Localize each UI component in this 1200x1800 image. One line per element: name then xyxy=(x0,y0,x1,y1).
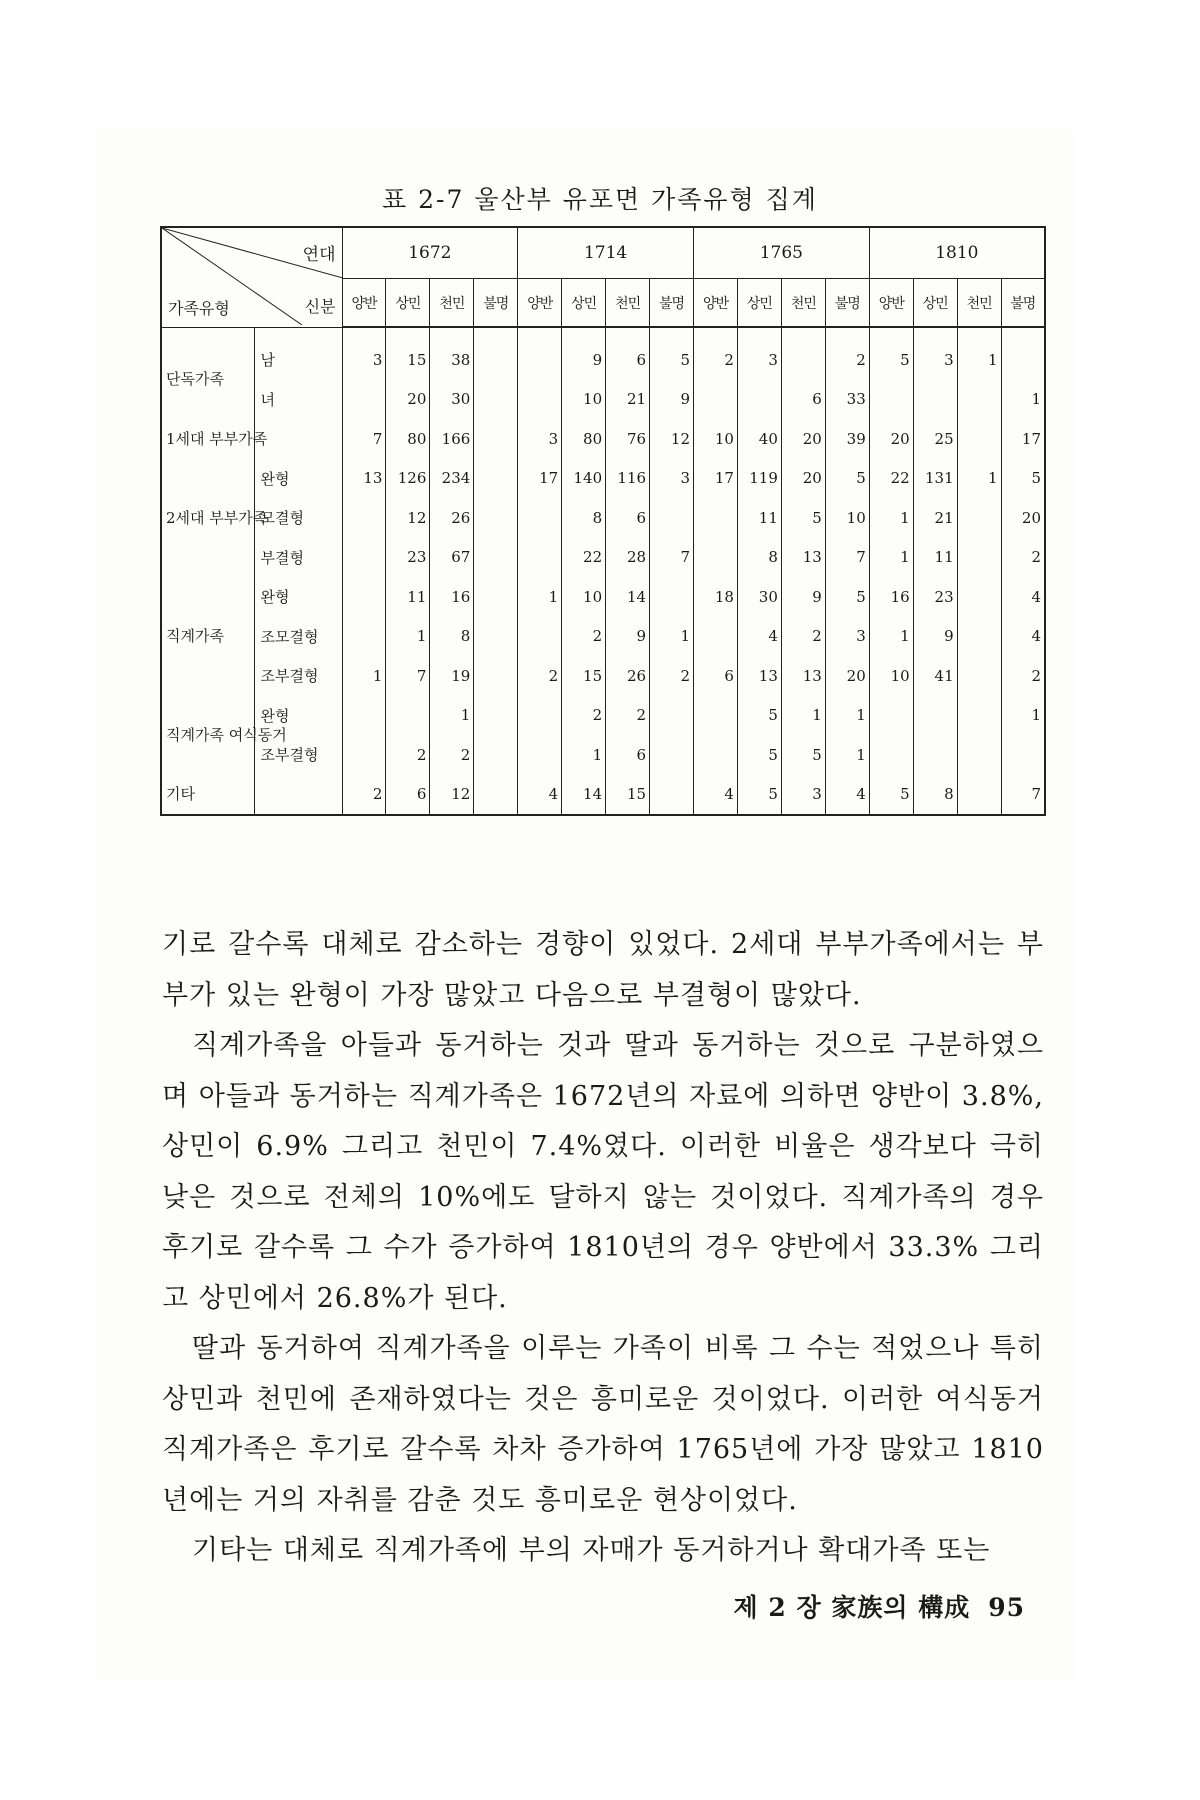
status-header: 천민 xyxy=(606,279,650,328)
count-cell: 166 xyxy=(430,419,474,459)
year-header: 1765 xyxy=(694,227,870,279)
count-cell xyxy=(957,498,1001,538)
table-row xyxy=(161,498,1045,538)
count-cell xyxy=(518,538,562,578)
count-cell xyxy=(957,696,1001,736)
count-cell xyxy=(474,735,518,775)
count-cell xyxy=(342,538,386,578)
year-header-row xyxy=(161,227,1045,279)
count-cell: 1 xyxy=(869,617,913,657)
count-cell: 5 xyxy=(869,327,913,380)
status-header: 천민 xyxy=(957,279,1001,328)
count-cell: 11 xyxy=(913,538,957,578)
count-cell: 1 xyxy=(518,577,562,617)
count-cell xyxy=(474,459,518,499)
count-cell: 2 xyxy=(562,617,606,657)
family-subtype-label: 부결형 xyxy=(254,538,342,578)
count-cell xyxy=(474,577,518,617)
count-cell xyxy=(342,498,386,538)
count-cell: 20 xyxy=(781,419,825,459)
count-cell: 3 xyxy=(737,327,781,380)
count-cell xyxy=(474,696,518,736)
count-cell xyxy=(781,327,825,380)
body-paragraph: 직계가족을 아들과 동거하는 것과 딸과 동거하는 것으로 구분하였으며 아들과 동거하는 직계가족은 1672년의 자료에 의하면 양반이 3.8%, 상민이 6.9% 그리고 천민이 7.4%였다. 이러한 비율은 생각보다 극히 낮은 것으로 전체의 10%에도 달하지 않는 것이었다. 직계가족의 경우 후기로 갈수록 그 수가 증가하여 1810년의 경우 양반에서 33.3% 그리고 상민에서 26.8%가 된다. xyxy=(162,1030,1044,1314)
count-cell: 38 xyxy=(430,327,474,380)
count-cell: 6 xyxy=(606,498,650,538)
count-cell xyxy=(957,380,1001,420)
count-cell: 9 xyxy=(606,617,650,657)
count-cell: 16 xyxy=(869,577,913,617)
count-cell xyxy=(913,380,957,420)
count-cell: 1 xyxy=(650,617,694,657)
count-cell xyxy=(957,735,1001,775)
count-cell xyxy=(650,577,694,617)
table-corner-header xyxy=(161,227,342,327)
status-header: 천민 xyxy=(430,279,474,328)
count-cell: 2 xyxy=(694,327,738,380)
count-cell: 2 xyxy=(562,696,606,736)
body-paragraph: 기로 갈수록 대체로 감소하는 경향이 있었다. 2세대 부부가족에서는 부부가 있는 완형이 가장 많았고 다음으로 부결형이 많았다. xyxy=(162,929,1044,1011)
count-cell: 21 xyxy=(913,498,957,538)
corner-year-label: 연대 xyxy=(302,245,336,265)
count-cell: 76 xyxy=(606,419,650,459)
count-cell: 22 xyxy=(562,538,606,578)
count-cell: 20 xyxy=(869,419,913,459)
year-header: 1810 xyxy=(869,227,1045,279)
count-cell: 30 xyxy=(430,380,474,420)
table-row xyxy=(161,577,1045,617)
count-cell: 116 xyxy=(606,459,650,499)
count-cell: 10 xyxy=(562,577,606,617)
count-cell xyxy=(957,617,1001,657)
count-cell xyxy=(342,696,386,736)
count-cell: 3 xyxy=(825,617,869,657)
count-cell: 5 xyxy=(737,735,781,775)
count-cell: 23 xyxy=(386,538,430,578)
count-cell: 5 xyxy=(781,498,825,538)
table-row xyxy=(161,775,1045,816)
table-row xyxy=(161,696,1045,736)
status-header: 상민 xyxy=(386,279,430,328)
count-cell: 3 xyxy=(342,327,386,380)
family-group-label: 2세대 부부가족 xyxy=(161,459,254,578)
count-cell xyxy=(650,498,694,538)
count-cell: 4 xyxy=(694,775,738,816)
count-cell: 8 xyxy=(562,498,606,538)
count-cell xyxy=(650,696,694,736)
count-cell: 5 xyxy=(650,327,694,380)
table-row xyxy=(161,419,1045,459)
count-cell xyxy=(1001,735,1045,775)
count-cell: 1 xyxy=(825,735,869,775)
count-cell: 23 xyxy=(913,577,957,617)
status-header: 불명 xyxy=(825,279,869,328)
count-cell: 11 xyxy=(737,498,781,538)
count-cell xyxy=(957,419,1001,459)
count-cell: 9 xyxy=(913,617,957,657)
status-header: 양반 xyxy=(518,279,562,328)
table-row xyxy=(161,327,1045,380)
status-header: 불명 xyxy=(1001,279,1045,328)
count-cell xyxy=(518,696,562,736)
count-cell xyxy=(342,617,386,657)
count-cell: 30 xyxy=(737,577,781,617)
count-cell: 21 xyxy=(606,380,650,420)
count-cell xyxy=(957,775,1001,816)
family-subtype-label: 모결형 xyxy=(254,498,342,538)
body-paragraph: 딸과 동거하여 직계가족을 이루는 가족이 비록 그 수는 적었으나 특히 상민과 천민에 존재하였다는 것은 흥미로운 것이었다. 이러한 여식동거 직계가족은 후기로 갈수록 차차 증가하여 1765년에 가장 많았고 1810년에는 거의 자취를 감춘 것도 흥미로운 현상이었다. xyxy=(162,1333,1044,1516)
count-cell: 15 xyxy=(606,775,650,816)
family-subtype-label: 조모결형 xyxy=(254,617,342,657)
count-cell: 4 xyxy=(825,775,869,816)
count-cell: 16 xyxy=(430,577,474,617)
count-cell: 5 xyxy=(737,775,781,816)
count-cell: 1 xyxy=(869,538,913,578)
count-cell: 13 xyxy=(737,656,781,696)
count-cell: 2 xyxy=(386,735,430,775)
count-cell: 25 xyxy=(913,419,957,459)
table-row xyxy=(161,380,1045,420)
family-subtype-label: 완형 xyxy=(254,696,342,736)
status-header: 불명 xyxy=(650,279,694,328)
count-cell: 6 xyxy=(606,735,650,775)
count-cell: 5 xyxy=(737,696,781,736)
count-cell: 1 xyxy=(1001,380,1045,420)
count-cell: 1 xyxy=(430,696,474,736)
count-cell: 3 xyxy=(781,775,825,816)
count-cell xyxy=(518,498,562,538)
count-cell: 12 xyxy=(386,498,430,538)
count-cell: 2 xyxy=(1001,656,1045,696)
count-cell xyxy=(694,696,738,736)
table-row xyxy=(161,735,1045,775)
count-cell: 33 xyxy=(825,380,869,420)
count-cell: 5 xyxy=(869,775,913,816)
count-cell xyxy=(869,380,913,420)
status-header: 양반 xyxy=(869,279,913,328)
count-cell: 18 xyxy=(694,577,738,617)
family-subtype-label: 조부결형 xyxy=(254,656,342,696)
count-cell xyxy=(694,538,738,578)
chapter-title: 제 2 장 家族의 構成 xyxy=(733,1593,971,1622)
count-cell xyxy=(474,538,518,578)
count-cell: 6 xyxy=(386,775,430,816)
body-text xyxy=(162,920,1044,1577)
family-subtype-label: 남 xyxy=(254,327,342,380)
count-cell: 7 xyxy=(342,419,386,459)
family-group-label: 기타 xyxy=(161,775,254,816)
corner-type-label: 가족유형 xyxy=(168,298,230,318)
count-cell: 2 xyxy=(518,656,562,696)
family-group-label: 1세대 부부가족 xyxy=(161,419,254,459)
count-cell xyxy=(474,656,518,696)
count-cell: 28 xyxy=(606,538,650,578)
count-cell xyxy=(694,498,738,538)
count-cell: 7 xyxy=(1001,775,1045,816)
count-cell xyxy=(518,617,562,657)
count-cell: 20 xyxy=(1001,498,1045,538)
count-cell: 6 xyxy=(606,327,650,380)
count-cell xyxy=(342,735,386,775)
count-cell: 3 xyxy=(913,327,957,380)
count-cell xyxy=(1001,327,1045,380)
family-subtype-label: 완형 xyxy=(254,577,342,617)
count-cell: 26 xyxy=(430,498,474,538)
count-cell: 1 xyxy=(342,656,386,696)
count-cell xyxy=(474,617,518,657)
family-type-table xyxy=(160,226,1046,816)
count-cell: 10 xyxy=(869,656,913,696)
family-group-label: 직계가족 xyxy=(161,577,254,696)
count-cell xyxy=(737,380,781,420)
count-cell: 80 xyxy=(386,419,430,459)
count-cell xyxy=(957,577,1001,617)
count-cell: 1 xyxy=(386,617,430,657)
count-cell: 22 xyxy=(869,459,913,499)
count-cell xyxy=(869,735,913,775)
count-cell: 1 xyxy=(781,696,825,736)
count-cell: 9 xyxy=(650,380,694,420)
status-header: 불명 xyxy=(474,279,518,328)
body-paragraph: 기타는 대체로 직계가족에 부의 자매가 동거하거나 확대가족 또는 xyxy=(192,1535,991,1566)
count-cell xyxy=(694,380,738,420)
count-cell xyxy=(342,577,386,617)
count-cell xyxy=(913,696,957,736)
count-cell xyxy=(474,419,518,459)
count-cell: 4 xyxy=(1001,617,1045,657)
count-cell: 20 xyxy=(386,380,430,420)
count-cell xyxy=(342,380,386,420)
count-cell: 1 xyxy=(869,498,913,538)
count-cell xyxy=(474,775,518,816)
count-cell xyxy=(518,380,562,420)
count-cell: 5 xyxy=(825,459,869,499)
count-cell: 8 xyxy=(430,617,474,657)
corner-status-label: 신분 xyxy=(304,297,336,316)
count-cell: 12 xyxy=(430,775,474,816)
count-cell: 2 xyxy=(1001,538,1045,578)
count-cell: 2 xyxy=(342,775,386,816)
count-cell: 10 xyxy=(562,380,606,420)
count-cell xyxy=(957,538,1001,578)
status-header: 상민 xyxy=(913,279,957,328)
count-cell: 3 xyxy=(650,459,694,499)
count-cell: 20 xyxy=(781,459,825,499)
count-cell: 3 xyxy=(518,419,562,459)
count-cell: 14 xyxy=(606,577,650,617)
count-cell: 15 xyxy=(562,656,606,696)
count-cell: 1 xyxy=(957,459,1001,499)
count-cell: 1 xyxy=(825,696,869,736)
count-cell xyxy=(518,735,562,775)
count-cell: 17 xyxy=(1001,419,1045,459)
count-cell xyxy=(694,617,738,657)
count-cell: 5 xyxy=(1001,459,1045,499)
count-cell: 17 xyxy=(694,459,738,499)
count-cell: 126 xyxy=(386,459,430,499)
status-header: 천민 xyxy=(781,279,825,328)
page-number: 95 xyxy=(988,1593,1025,1622)
count-cell xyxy=(957,656,1001,696)
count-cell: 9 xyxy=(562,327,606,380)
count-cell xyxy=(694,735,738,775)
table-row xyxy=(161,656,1045,696)
count-cell: 5 xyxy=(825,577,869,617)
year-header: 1672 xyxy=(342,227,518,279)
count-cell: 6 xyxy=(694,656,738,696)
count-cell: 10 xyxy=(825,498,869,538)
count-cell: 17 xyxy=(518,459,562,499)
family-group-label: 단독가족 xyxy=(161,327,254,419)
count-cell xyxy=(386,696,430,736)
count-cell: 2 xyxy=(781,617,825,657)
count-cell xyxy=(474,498,518,538)
count-cell: 41 xyxy=(913,656,957,696)
count-cell: 8 xyxy=(737,538,781,578)
table-row xyxy=(161,538,1045,578)
count-cell: 2 xyxy=(650,656,694,696)
family-subtype-label xyxy=(254,419,342,459)
count-cell: 13 xyxy=(781,538,825,578)
count-cell: 7 xyxy=(386,656,430,696)
page-footer xyxy=(734,1588,1025,1624)
count-cell xyxy=(913,735,957,775)
count-cell: 7 xyxy=(650,538,694,578)
family-subtype-label xyxy=(254,775,342,816)
count-cell: 13 xyxy=(781,656,825,696)
count-cell: 140 xyxy=(562,459,606,499)
count-cell: 2 xyxy=(606,696,650,736)
count-cell: 2 xyxy=(825,327,869,380)
count-cell: 2 xyxy=(430,735,474,775)
family-subtype-label: 조부결형 xyxy=(254,735,342,775)
status-header: 상민 xyxy=(562,279,606,328)
count-cell: 26 xyxy=(606,656,650,696)
family-subtype-label: 완형 xyxy=(254,459,342,499)
count-cell xyxy=(650,735,694,775)
count-cell xyxy=(650,775,694,816)
count-cell: 1 xyxy=(957,327,1001,380)
count-cell xyxy=(474,380,518,420)
status-header: 상민 xyxy=(737,279,781,328)
count-cell: 7 xyxy=(825,538,869,578)
family-subtype-label: 녀 xyxy=(254,380,342,420)
status-header: 양반 xyxy=(694,279,738,328)
count-cell xyxy=(869,696,913,736)
count-cell: 5 xyxy=(781,735,825,775)
count-cell: 10 xyxy=(694,419,738,459)
table-row xyxy=(161,617,1045,657)
count-cell: 4 xyxy=(737,617,781,657)
count-cell: 119 xyxy=(737,459,781,499)
count-cell: 13 xyxy=(342,459,386,499)
count-cell: 80 xyxy=(562,419,606,459)
count-cell: 1 xyxy=(1001,696,1045,736)
table-row xyxy=(161,459,1045,499)
count-cell: 19 xyxy=(430,656,474,696)
count-cell: 39 xyxy=(825,419,869,459)
count-cell: 67 xyxy=(430,538,474,578)
count-cell: 40 xyxy=(737,419,781,459)
count-cell: 11 xyxy=(386,577,430,617)
year-header: 1714 xyxy=(518,227,694,279)
count-cell: 4 xyxy=(1001,577,1045,617)
count-cell: 12 xyxy=(650,419,694,459)
count-cell: 1 xyxy=(562,735,606,775)
status-header: 양반 xyxy=(342,279,386,328)
count-cell: 4 xyxy=(518,775,562,816)
count-cell: 14 xyxy=(562,775,606,816)
count-cell: 20 xyxy=(825,656,869,696)
count-cell: 8 xyxy=(913,775,957,816)
count-cell: 131 xyxy=(913,459,957,499)
family-group-label: 직계가족 여식동거 xyxy=(161,696,254,775)
count-cell: 6 xyxy=(781,380,825,420)
count-cell: 15 xyxy=(386,327,430,380)
count-cell xyxy=(474,327,518,380)
count-cell: 9 xyxy=(781,577,825,617)
table-caption: 표 2-7 울산부 유포면 가족유형 집계 xyxy=(382,185,818,214)
count-cell xyxy=(518,327,562,380)
count-cell: 234 xyxy=(430,459,474,499)
